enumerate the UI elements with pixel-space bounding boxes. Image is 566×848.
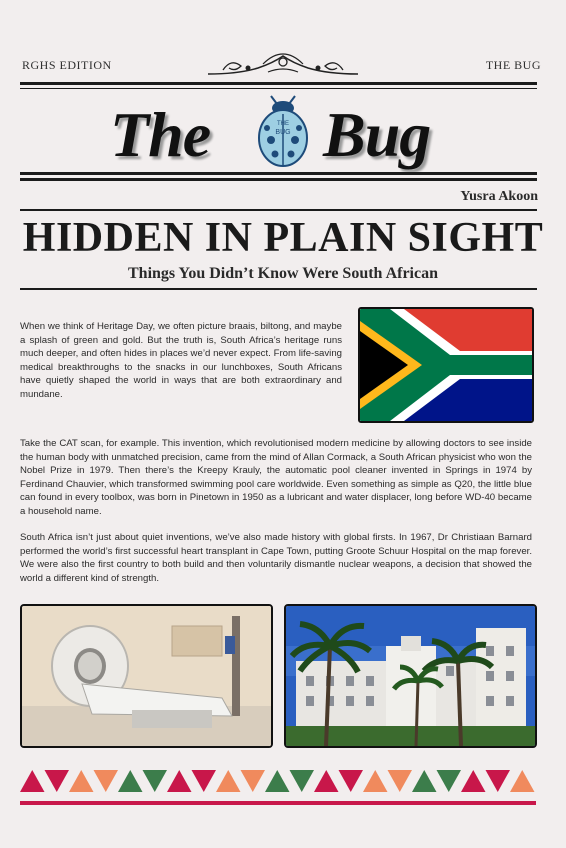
svg-text:THE: THE xyxy=(277,121,289,127)
masthead-bug: Bug xyxy=(323,99,431,170)
pattern-triangle xyxy=(339,770,364,792)
pattern-triangle xyxy=(461,770,486,792)
pattern-triangle xyxy=(167,770,192,792)
author-byline: Yusra Akoon xyxy=(460,189,538,204)
masthead-rule xyxy=(20,172,537,175)
masthead-rule-2 xyxy=(20,178,537,181)
ornament-flourish-icon xyxy=(198,50,368,80)
ladybug-logo-icon xyxy=(255,94,311,168)
pattern-triangle xyxy=(192,770,217,792)
article-headline: HIDDEN IN PLAIN SIGHT xyxy=(22,215,544,261)
pattern-triangle xyxy=(486,770,511,792)
publication-label: THE BUG xyxy=(485,58,541,72)
pattern-triangle xyxy=(437,770,462,792)
pattern-baseline xyxy=(20,801,536,805)
byline-rule xyxy=(20,209,537,211)
triangle-pattern-border xyxy=(20,770,536,808)
article-paragraph-2: Take the CAT scan, for example. This invention, which revolutionised modern medicine by allowing doctors to see inside the human body with unmatched precision, came from the mind of Allan Cormack, a South African physicist who won the Nobel Prize in 1979. Then there’s the Kreepy Krauly, the automatic pool cleaner invented in Springs in 1974 by Ferdinand Chauvier, which transformed swimming pool care worldwide. Even something as simple as Q20, the little blue can found in every toolbox, was born in Pinetown in 1950 as a lubricant and water displacer, long before WD-40 became a household name. xyxy=(20,438,532,517)
masthead-the: The xyxy=(110,99,211,170)
article-paragraph-1: When we think of Heritage Day, we often picture braais, biltong, and maybe a splash of green and gold. But the truth is, South Africa’s heritage runs much deeper, and often hides in places we’d never expect. From life-saving medical breakthroughs to the snacks in our lunchboxes, South Africans have quietly shaped the world in ways that are both extraordinary and mundane. xyxy=(20,321,342,400)
article-subheadline: Things You Didn’t Know Were South African xyxy=(128,265,438,282)
pattern-triangle xyxy=(241,770,266,792)
subhead-rule xyxy=(20,288,537,290)
pattern-triangle xyxy=(69,770,94,792)
article-paragraph-3: South Africa isn’t just about quiet inventions, we’ve also made history with global firsts. In 1967, Dr Christiaan Barnard performed the world’s first successful heart transplant in Cape Town, putting Groote Schuur Hospital on the map forever. We were also the first country to both build and then voluntarily dismantle nuclear weapons, a decision that showed the world a different kind of strength. xyxy=(20,532,532,584)
pattern-triangle xyxy=(412,770,437,792)
top-rule xyxy=(20,82,537,85)
svg-text:BUG: BUG xyxy=(275,129,291,136)
pattern-triangle xyxy=(118,770,143,792)
top-rule-thin xyxy=(20,88,537,89)
ct-scanner-photo xyxy=(20,604,273,748)
pattern-triangle xyxy=(363,770,388,792)
pattern-triangle xyxy=(314,770,339,792)
pattern-triangle xyxy=(290,770,315,792)
pattern-triangle xyxy=(143,770,168,792)
pattern-triangle xyxy=(216,770,241,792)
hospital-building-photo xyxy=(284,604,537,748)
south-africa-flag-image xyxy=(358,307,534,423)
pattern-triangle xyxy=(388,770,413,792)
pattern-triangle xyxy=(265,770,290,792)
pattern-triangle xyxy=(510,770,535,792)
pattern-triangle xyxy=(45,770,70,792)
pattern-triangle xyxy=(20,770,45,792)
pattern-triangle xyxy=(94,770,119,792)
edition-label: RGHS EDITION xyxy=(22,58,112,72)
